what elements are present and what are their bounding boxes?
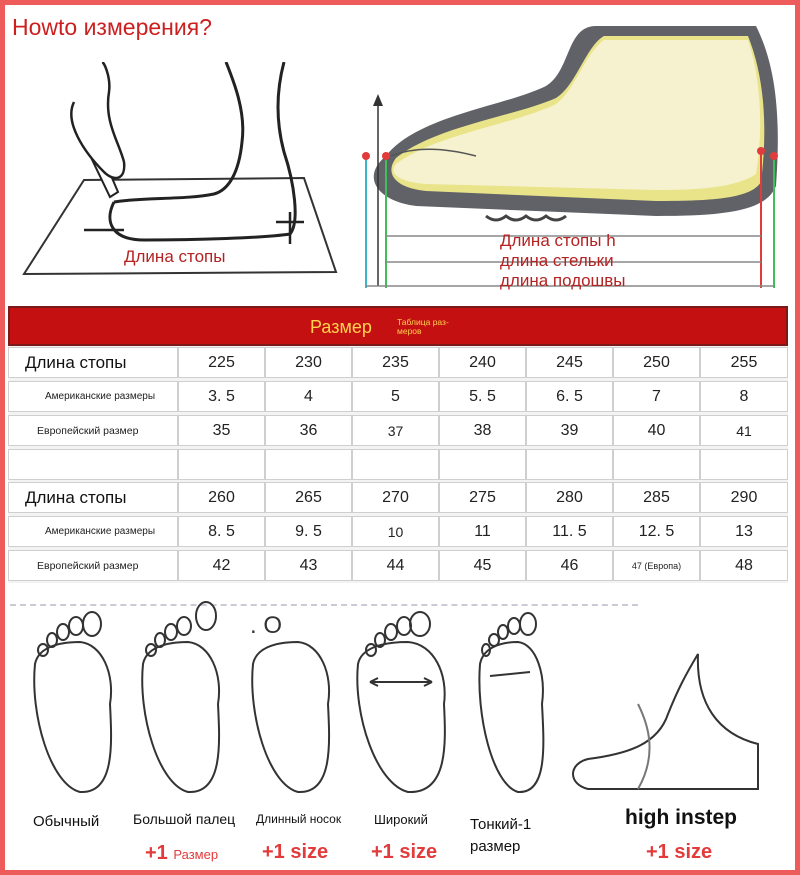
plus-one-size-long-toe: +1 size (262, 841, 329, 863)
table-cell: 275 (439, 482, 526, 513)
foot-type-long-toe: Длинный носок (256, 812, 342, 826)
table-cell: 8. 5 (178, 516, 265, 547)
table-cell: 45 (439, 550, 526, 581)
table-cell: 230 (265, 347, 352, 378)
table-cell: 37 (352, 415, 439, 446)
table-cell: 39 (526, 415, 613, 446)
table-cell: 7 (613, 381, 700, 412)
table-cell: 44 (352, 550, 439, 581)
table-cell: 285 (613, 482, 700, 513)
table-cell: 280 (526, 482, 613, 513)
table-cell: 47 (Европа) (613, 550, 700, 581)
table-row (8, 482, 788, 513)
eu-size-label: Европейский размер (8, 550, 178, 581)
table-cell: 5 (352, 381, 439, 412)
normal-foot-outline (34, 612, 111, 792)
table-cell: 225 (178, 347, 265, 378)
foot-length-label: Длина стопы (8, 347, 178, 378)
table-cell: 36 (265, 415, 352, 446)
table-row (8, 381, 788, 412)
size-table (8, 306, 788, 583)
foot-length-label: Длина стопы (8, 482, 178, 513)
foot-type-normal: Обычный (33, 813, 100, 830)
table-cell: 6. 5 (526, 381, 613, 412)
table-cell: 38 (439, 415, 526, 446)
table-cell: 9. 5 (265, 516, 352, 547)
size-table-header (8, 306, 788, 346)
table-cell: 235 (352, 347, 439, 378)
us-size-label: Американские размеры (8, 381, 178, 412)
foot-type-wide: Широкий (374, 812, 428, 827)
foot-type-high-instep: high instep (625, 806, 737, 829)
table-cell: 5. 5 (439, 381, 526, 412)
table-cell: 35 (178, 415, 265, 446)
foot-length-h-caption: Длина стопы h (500, 231, 616, 250)
plus-one-text: +1 (145, 842, 168, 864)
foot-type-thin-line2: размер (470, 838, 521, 855)
size-header-sublabel: Таблица раз-меров (397, 317, 449, 336)
table-cell-empty (352, 449, 439, 480)
page-title: Howto измерения? (12, 14, 212, 40)
table-cell-empty (8, 449, 178, 480)
table-cell: 270 (352, 482, 439, 513)
table-cell: 12. 5 (613, 516, 700, 547)
foot-type-thin-line1: Тонкий-1 (470, 816, 532, 833)
table-cell: 43 (265, 550, 352, 581)
long-toe-foot-outline (252, 642, 329, 792)
table-cell: 41 (700, 415, 788, 446)
table-cell: 11. 5 (526, 516, 613, 547)
table-cell: 40 (613, 415, 700, 446)
table-cell: 255 (700, 347, 788, 378)
plus-one-size-high-instep: +1 size (646, 841, 713, 863)
table-cell-empty (700, 449, 788, 480)
table-cell: 46 (526, 550, 613, 581)
wide-foot-outline (357, 612, 445, 792)
foot-type-big-toe: Большой палец (133, 811, 236, 827)
table-cell: 265 (265, 482, 352, 513)
insole-length-caption: длина стельки (500, 251, 614, 270)
table-cell-empty (439, 449, 526, 480)
table-cell: 42 (178, 550, 265, 581)
sole-length-caption: длина подошвы (500, 271, 626, 290)
table-cell: 290 (700, 482, 788, 513)
table-cell-empty (178, 449, 265, 480)
foot-type-illustrations (20, 594, 780, 804)
table-cell-empty (613, 449, 700, 480)
big-toe-foot-outline (142, 602, 219, 792)
table-cell: 10 (352, 516, 439, 547)
table-spacer-row (8, 449, 788, 480)
table-cell: 240 (439, 347, 526, 378)
table-cell: 48 (700, 550, 788, 581)
table-cell: 8 (700, 381, 788, 412)
size-header-label: Размер (310, 317, 372, 337)
us-size-label: Американские размеры (8, 516, 178, 547)
table-cell-empty (265, 449, 352, 480)
plus-one-size-ru (145, 842, 218, 865)
table-cell: 11 (439, 516, 526, 547)
thin-foot-outline (479, 613, 543, 792)
table-cell: 260 (178, 482, 265, 513)
table-cell-empty (526, 449, 613, 480)
table-row (8, 516, 788, 547)
table-cell: 13 (700, 516, 788, 547)
table-row (8, 347, 788, 378)
eu-size-label: Европейский размер (8, 415, 178, 446)
foot-length-caption-left: Длина стопы (124, 247, 226, 266)
table-cell: 3. 5 (178, 381, 265, 412)
table-cell: 4 (265, 381, 352, 412)
watermark-text: . O (250, 612, 283, 639)
table-cell: 245 (526, 347, 613, 378)
table-row (8, 415, 788, 446)
table-cell: 250 (613, 347, 700, 378)
plus-one-size-wide: +1 size (371, 841, 438, 863)
high-instep-foot-outline (573, 654, 758, 789)
table-row (8, 550, 788, 581)
size-ru-text: Размер (173, 847, 219, 862)
